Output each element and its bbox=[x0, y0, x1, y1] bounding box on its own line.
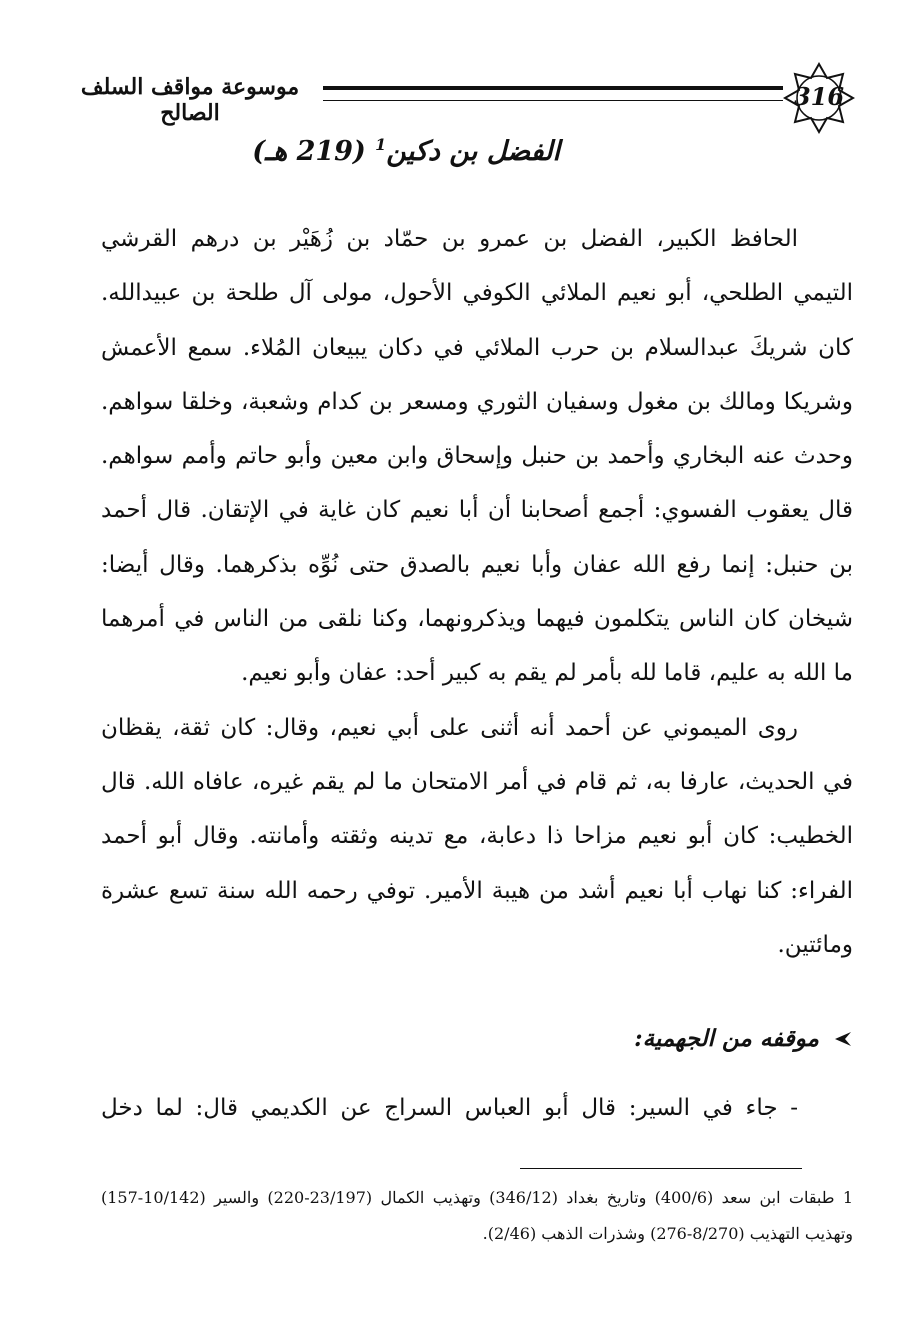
page-header bbox=[55, 62, 865, 130]
section-heading bbox=[634, 1025, 853, 1052]
article-title-text: الفضل بن دكين bbox=[386, 136, 560, 167]
paragraph: روى الميموني عن أحمد أنه أثنى على أبي نعيم، وقال: كان ثقة، يقظان في الحديث، عارفا به، ثم قام في أمر الامتحان ما لم يقم غيره، عافاه الله. قال الخطيب: كان أبو نعيم مزاحا ذا دعابة، مع تدينه وثقته وأمانته. وقال أبو أحمد الفراء: كنا نهاب أبا نعيم أشد من هيبة الأمير. توفي رحمه الله سنة تسع عشرة ومائتين. bbox=[101, 714, 853, 958]
article-title-date: (219 هـ) bbox=[252, 136, 366, 167]
footnote-rule bbox=[520, 1168, 802, 1169]
series-title: موسوعة مواقف السلف الصالح bbox=[80, 74, 300, 126]
page-number: 316 bbox=[793, 82, 845, 111]
paragraph: - جاء في السير: قال أبو العباس السراج عن الكديمي قال: لما دخل bbox=[101, 1095, 798, 1121]
section-heading-text: موقفه من الجهمية: bbox=[634, 1025, 819, 1052]
page-number-badge bbox=[783, 62, 855, 134]
paragraph: الحافظ الكبير، الفضل بن عمرو بن حمّاد بن زُهَيْر بن درهم القرشي التيمي الطلحي، أبو نعيم الملائي الكوفي الأحول، مولى آل طلحة بن عبيدالله. كان شريكَ عبدالسلام بن حرب الملائي في دكان يبيعان المُلاء. سمع الأعمش وشريكا ومالك بن مغول وسفيان الثوري ومسعر بن كدام وشعبة، وخلقا سواهم. وحدث عنه البخاري وأحمد بن حنبل وإسحاق وابن معين وأبو حاتم وأمم سواهم. قال يعقوب الفسوي: أجمع أصحابنا أن أبا نعيم كان غاية في الإتقان. قال أحمد بن حنبل: إنما رفع الله عفان وأبا نعيم بالصدق حتى نُوِّه بذكرهما. وقال أيضا: شيخان كان الناس يتكلمون فيهما ويذكرونهما، وكنا نلقى من الناس في أمرهما ما الله به عليم، قاما لله بأمر لم يقم به كبير أحد: عفان وأبو نعيم. bbox=[101, 226, 853, 687]
arrowhead-bullet-icon bbox=[833, 1030, 853, 1048]
article-title bbox=[200, 135, 560, 167]
article-body bbox=[101, 212, 853, 972]
header-rule bbox=[323, 86, 783, 101]
footnote-ref: 1 bbox=[375, 135, 387, 154]
footnote: 1 طبقات ابن سعد (400/6) وتاريخ بغداد (346/12) وتهذيب الكمال (23/197-220) والسير (10/142-157) وتهذيب التهذيب (8/270-276) وشذرات الذهب (2/46). bbox=[101, 1188, 854, 1243]
